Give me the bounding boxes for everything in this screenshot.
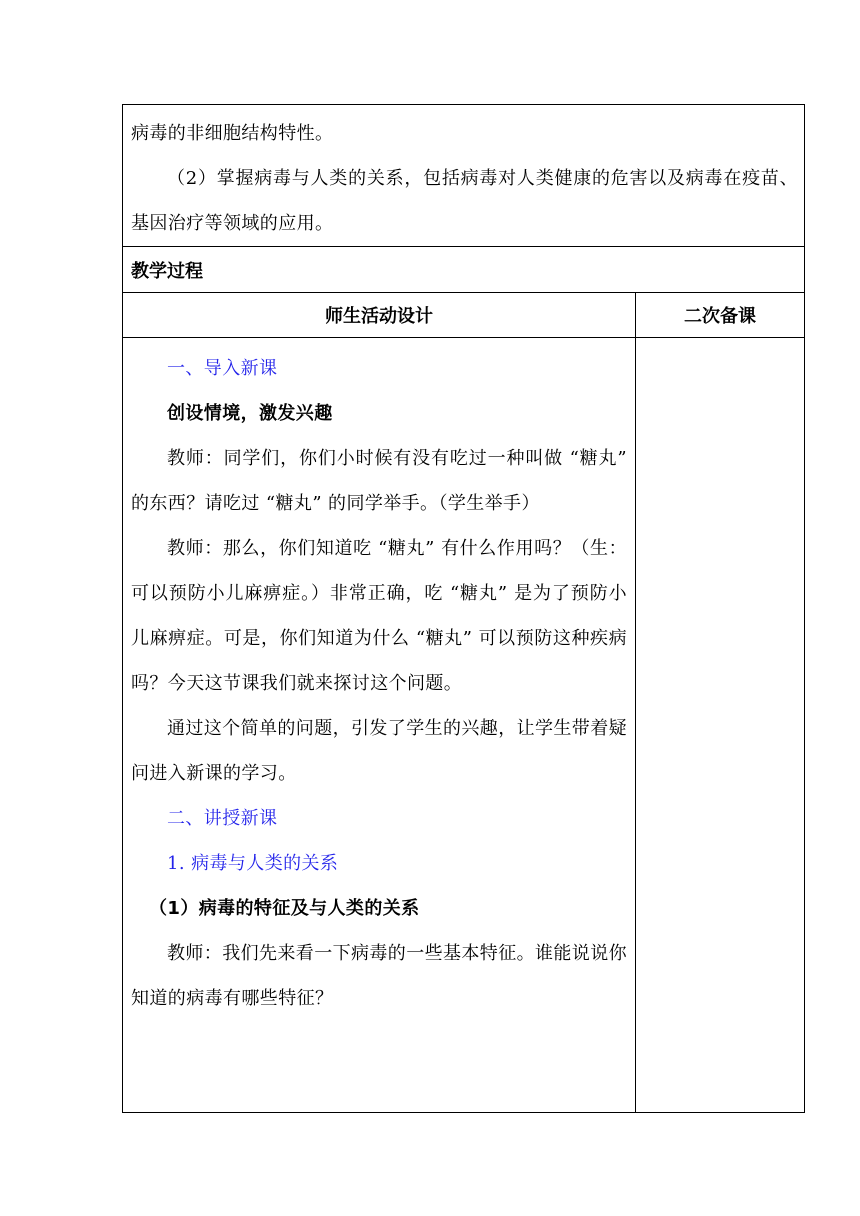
content-row	[123, 338, 805, 1113]
second-prep-cell	[636, 338, 805, 1113]
column-header-right	[636, 293, 805, 338]
paragraph-teacher-question-3: 教师：我们先来看一下病毒的一些基本特征。谁能说说你知道的病毒有哪些特征？	[131, 943, 627, 1009]
column-header-second-prep: 二次备课	[684, 306, 756, 327]
section-title-row	[123, 247, 805, 293]
lesson-plan-table	[122, 104, 805, 1113]
intro-objective-2: （2）掌握病毒与人类的关系，包括病毒对人类健康的危害以及病毒在疫苗、基因治疗等领域的应用。	[131, 168, 799, 234]
heading-virus-human-relation: 1. 病毒与人类的关系	[167, 853, 339, 874]
intro-cell	[123, 105, 805, 247]
section-title-cell	[123, 247, 805, 293]
column-header-activity: 师生活动设计	[325, 306, 433, 327]
subheading-virus-features: （1）病毒的特征及与人类的关系	[149, 898, 420, 919]
heading-introduction: 一、导入新课	[167, 358, 278, 379]
paragraph-teacher-question-2: 教师：那么，你们知道吃 “糖丸” 有什么作用吗？（生：可以预防小儿麻痹症。）非常正确，吃 “糖丸” 是为了预防小儿麻痹症。可是，你们知道为什么 “糖丸” 可以预防这种疾病吗？今天这节课我们就来探讨这个问题。	[131, 538, 627, 694]
subheading-scenario: 创设情境，激发兴趣	[167, 403, 333, 424]
heading-new-lesson: 二、讲授新课	[167, 808, 278, 829]
section-title: 教学过程	[131, 260, 203, 282]
paragraph-summary: 通过这个简单的问题，引发了学生的兴趣，让学生带着疑问进入新课的学习。	[131, 718, 627, 784]
column-header-row	[123, 293, 805, 338]
intro-row	[123, 105, 805, 247]
paragraph-teacher-question-1: 教师：同学们，你们小时候有没有吃过一种叫做 “糖丸” 的东西？请吃过 “糖丸” 的同学举手。（学生举手）	[131, 448, 627, 514]
activity-design-cell	[123, 338, 636, 1113]
intro-line-1: 病毒的非细胞结构特性。	[131, 123, 334, 144]
column-header-left	[123, 293, 636, 338]
